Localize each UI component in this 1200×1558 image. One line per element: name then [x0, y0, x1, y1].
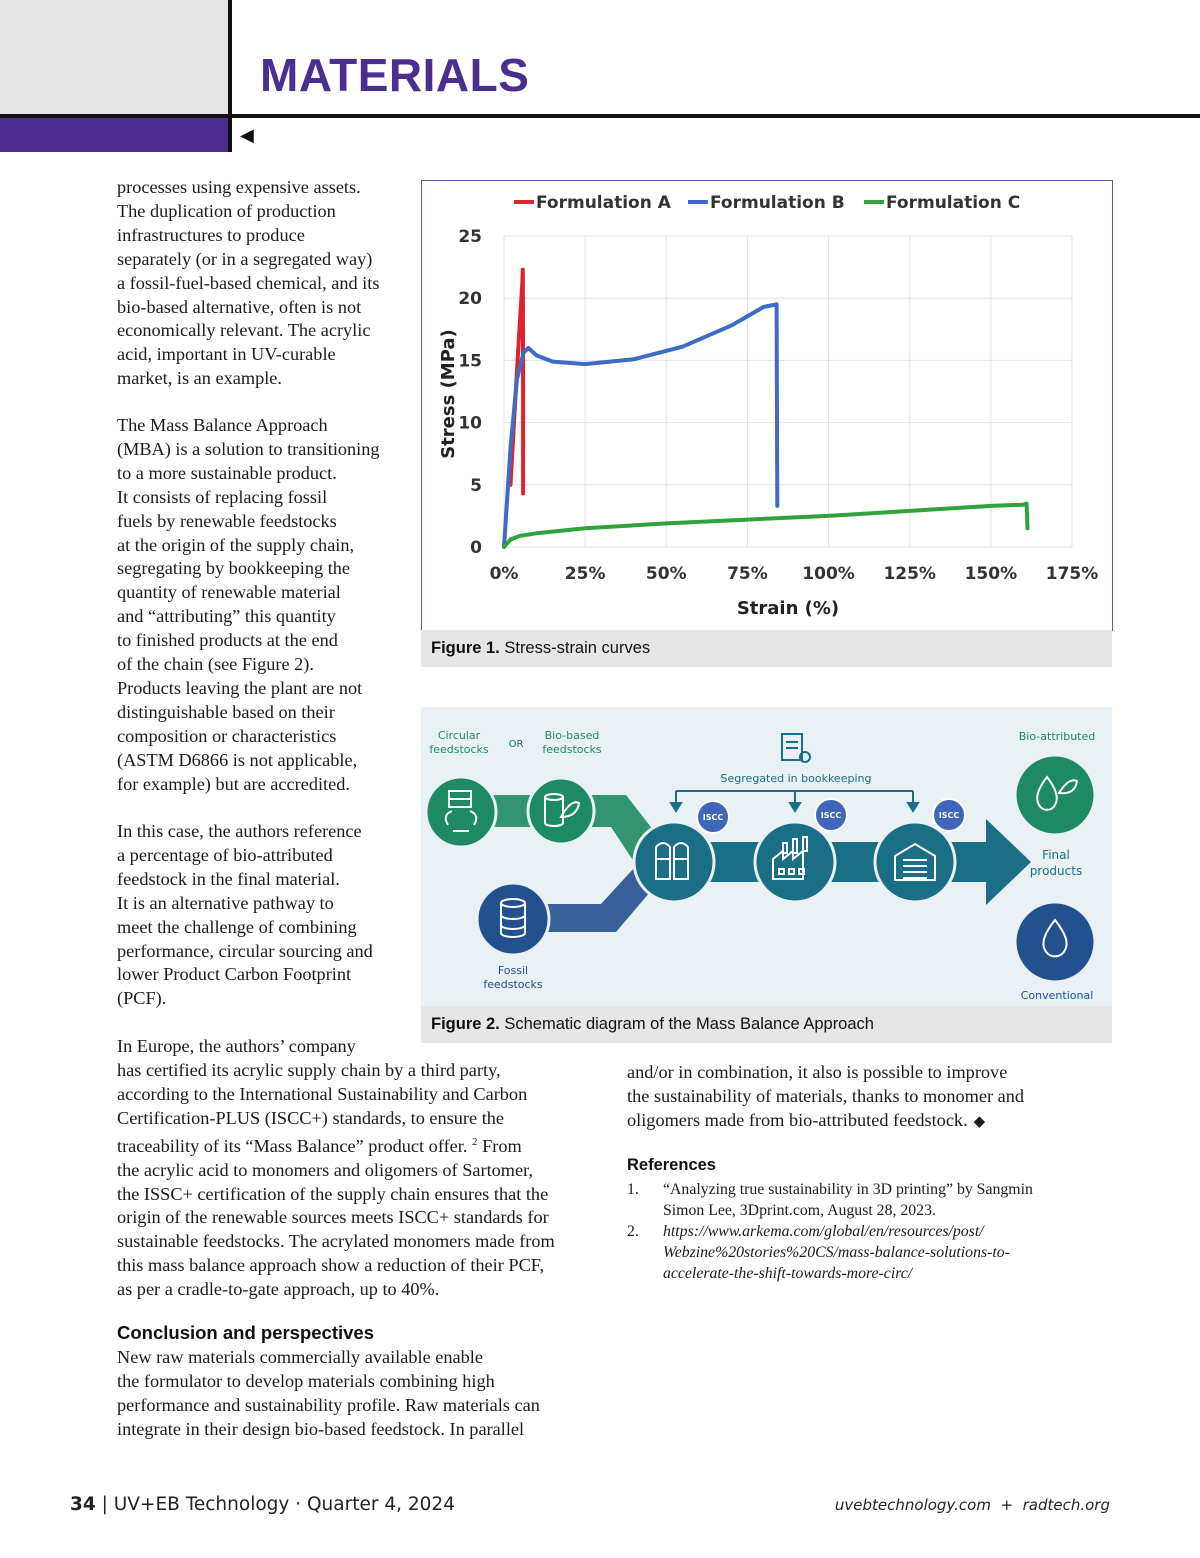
paragraph-4-part-b: From the acrylic acid to monomers and oligomers of Sartomer, the ISSC+ certification of the supply chain ensures that the origin of the renewable sources meets ISCC+ standards for sustainable feedstocks. The acrylated monomers made from this mass balance approach show a reduction of their PCF, as per a cradle-to-gate approach, up to 40%. — [117, 1135, 555, 1300]
paragraph-4-part-a: In Europe, the authors’ company has certified its acrylic supply chain by a third party, according to the International Sustainability and Carbon Certification-PLUS (ISCC+) standards, to ensure the traceability of its “Mass Balance” product offer. — [117, 1036, 528, 1156]
x-tick-label: 50% — [645, 564, 687, 584]
header-purple-bar — [0, 118, 228, 152]
x-tick-label: 100% — [802, 564, 855, 584]
y-tick-label: 15 — [458, 351, 482, 372]
paragraph-5: New raw materials commercially available enable the formulator to develop materials combining high performance and sustainability profile. Raw materials can integrate in their design bio-based feedstock. In parallel — [117, 1347, 540, 1439]
x-tick-label: 75% — [727, 564, 768, 584]
publication-name: UV+EB Technology · Quarter 4, 2024 — [113, 1494, 455, 1515]
section-title: MATERIALS — [260, 49, 530, 101]
chart-legend — [514, 193, 1020, 213]
mass-balance-diagram — [421, 707, 1112, 1006]
segregated-label: Segregated in bookkeeping — [720, 772, 872, 785]
paragraph-6 — [627, 1061, 1107, 1134]
bio-attributed-circle — [1015, 755, 1095, 835]
footer-separator: | — [101, 1494, 108, 1515]
paragraph-2: The Mass Balance Approach (MBA) is a solution to transitioning to a more sustainable product. It consists of replacing fossil fuels by renewable feedstocks at the origin of the supply chain, segregating by bookkeeping the quantity of renewable material and “attributing” this quantity to finished products at the end of the chain (see Figure 2). Products leaving the plant are not distinguishable based on their composition or characteristics (ASTM D6866 is not applicable, for example) but are accredited. — [117, 415, 380, 794]
y-axis-label: Stress (MPa) — [438, 329, 459, 459]
footnote-ref: 2 — [472, 1135, 478, 1148]
reference-link[interactable]: https://www.arkema.com/global/en/resources/post/ Webzine%20stories%20CS/mass-balance-solutions-to- accelerate-the-shift-towards-more-circ/ — [663, 1223, 1010, 1282]
reference-item — [627, 1221, 1107, 1287]
figure-2-caption-text: Schematic diagram of the Mass Balance Approach — [499, 1015, 874, 1033]
series-line-formulation-c — [504, 504, 1028, 548]
header-gray-block — [0, 0, 228, 114]
y-tick-label: 25 — [458, 227, 482, 247]
iscc-badge-text: ISCC — [820, 811, 842, 820]
stress-strain-chart — [422, 181, 1112, 630]
y-tick-label: 10 — [458, 413, 482, 434]
figure-1-frame — [421, 180, 1113, 631]
figure-2-caption — [421, 1006, 1112, 1043]
final-products-label: Final products — [1029, 848, 1083, 878]
iscc-badge-3 — [933, 799, 965, 831]
y-tick-label: 5 — [470, 475, 482, 496]
x-tick-label: 125% — [883, 564, 936, 584]
iscc-badge-text: ISCC — [702, 813, 724, 822]
bio-feedstock-circle — [528, 778, 594, 844]
chart-series — [504, 270, 1028, 547]
fossil-feedstocks-label: Fossil feedstocks — [483, 964, 543, 991]
footer-publication — [70, 1494, 455, 1515]
legend-label: Formulation B — [710, 193, 845, 213]
legend-label: Formulation A — [536, 193, 671, 213]
page-number: 34 — [70, 1494, 96, 1515]
figure-1-label: Figure 1. — [431, 639, 500, 657]
conventional-label: Conventional — [1020, 989, 1094, 1002]
bio-attributed-label: Bio-attributed — [1018, 730, 1096, 743]
iscc-badge-text: ISCC — [938, 811, 960, 820]
figure-1-caption-text: Stress-strain curves — [499, 639, 651, 657]
iscc-badge-1 — [697, 801, 729, 833]
end-diamond-icon: ◆ — [973, 1111, 986, 1130]
conclusion-heading: Conclusion and perspectives — [117, 1322, 375, 1343]
factory-circle — [755, 822, 835, 902]
references-heading: References — [627, 1156, 716, 1174]
paragraph-6-text: and/or in combination, it also is possible to improve the sustainability of materials, thanks to monomer and oligomers made from bio-attributed feedstock. — [627, 1062, 1025, 1130]
circular-feedstock-circle — [426, 777, 496, 847]
x-tick-label: 0% — [489, 564, 519, 584]
paragraph-3: In this case, the authors reference a percentage of bio-attributed feedstock in the final material. It is an alternative pathway to meet the challenge of combining performance, circular sourcing and lower Product Carbon Footprint (PCF). — [117, 821, 373, 1009]
figure-2-frame — [421, 707, 1112, 1006]
x-axis-label: Strain (%) — [736, 598, 840, 619]
reference-item — [627, 1179, 1107, 1223]
footer-websites[interactable]: uvebtechnology.com + radtech.org — [834, 1496, 1110, 1514]
figure-2-label: Figure 2. — [431, 1015, 500, 1033]
x-tick-label: 175% — [1045, 564, 1099, 584]
chart-grid — [504, 236, 1072, 547]
iscc-badge-2 — [815, 799, 847, 831]
y-tick-label: 20 — [458, 289, 482, 310]
figure-1-caption — [421, 630, 1112, 667]
left-arrow-icon: ◀ — [240, 125, 254, 146]
reference-text: “Analyzing true sustainability in 3D printing” by Sangmin Simon Lee, 3Dprint.com, August 28, 2023. — [663, 1181, 1033, 1219]
warehouse-circle — [875, 822, 955, 902]
y-tick-label: 0 — [470, 538, 482, 558]
series-line-formulation-b — [504, 304, 777, 547]
header-vertical-rule — [228, 0, 232, 152]
conventional-circle — [1015, 902, 1095, 982]
or-label: OR — [508, 739, 524, 750]
x-tick-label: 25% — [564, 564, 606, 584]
paragraph-1: processes using expensive assets. The duplication of production infrastructures to produce separately (or in a segregated way) a fossil-fuel-based chemical, and its bio-based alternative, often is not economically relevant. The acrylic acid, important in UV-curable market, is an example. — [117, 177, 380, 389]
circular-feedstocks-label: Circular feedstocks — [429, 729, 489, 756]
legend-label: Formulation C — [886, 193, 1021, 213]
reference-number: 1. — [627, 1181, 639, 1198]
bio-based-feedstocks-label: Bio-based feedstocks — [542, 729, 602, 756]
paragraph-4 — [117, 1035, 607, 1302]
bookkeeping-icon — [782, 734, 810, 762]
reference-number: 2. — [627, 1223, 639, 1240]
x-tick-label: 150% — [964, 564, 1018, 584]
